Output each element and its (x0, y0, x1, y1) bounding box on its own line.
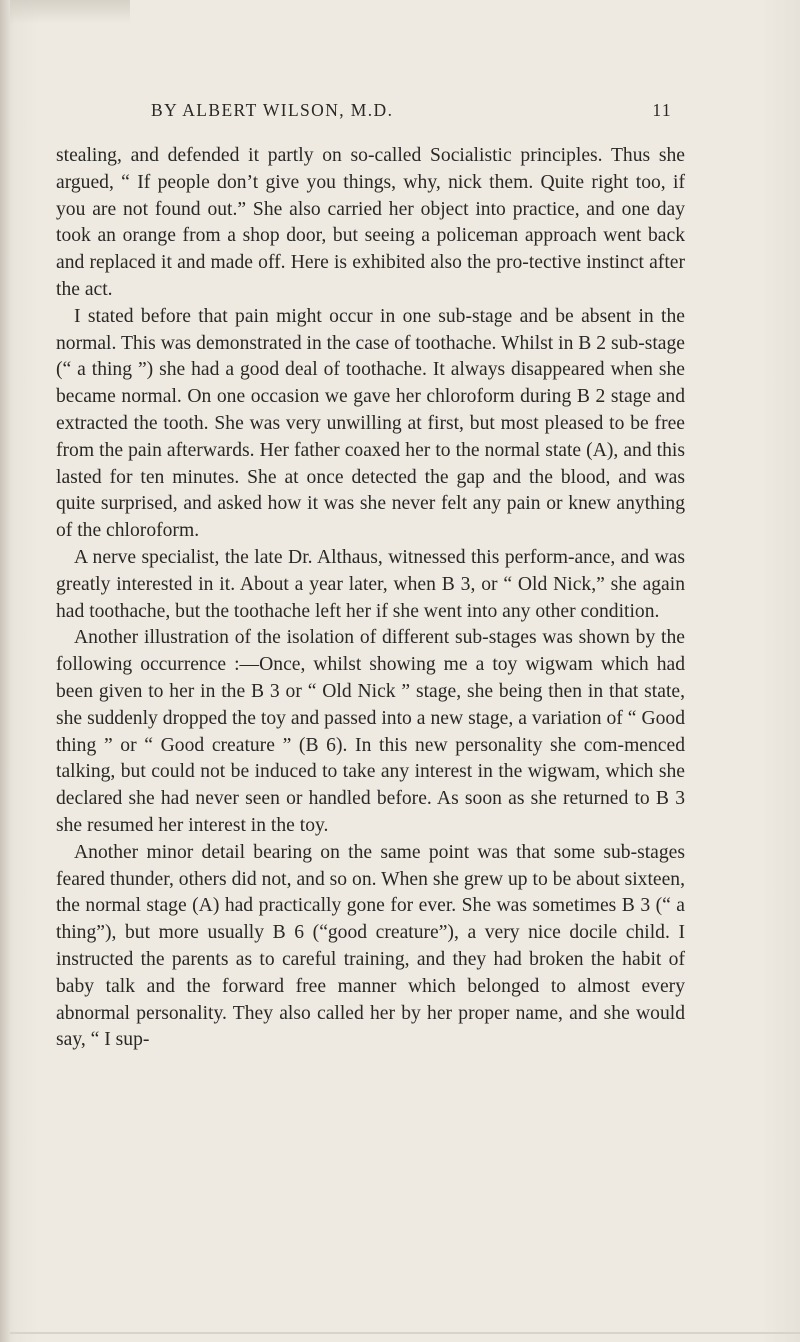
paragraph: I stated before that pain might occur in one sub-stage and be absent in the normal. This was demonstrated in the case of toothache. Whilst in B 2 sub-stage (“ a thing ”) she had a good deal of toothache. It always disappeared when she became normal. On one occasion we gave her chloroform during B 2 stage and extracted the tooth. She was very unwilling at first, but most pleased to be free from the pain afterwards. Her father coaxed her to the normal state (A), and this lasted for ten minutes. She at once detected the gap and the blood, and was quite surprised, and asked how it was she never felt any pain or knew anything of the chloroform. (56, 305, 685, 542)
paragraph: Another illustration of the isolation of different sub-stages was shown by the following occurrence :—Once, whilst showing me a toy wigwam which had been given to her in the B 3 or “ Old Nick ” stage, she being then in that state, she suddenly dropped the toy and passed into a new stage, a variation of “ Good thing ” or “ Good creature ” (B 6). In this new personality she com-menced talking, but could not be induced to take any interest in the wigwam, which she declared she had never seen or handled before. As soon as she returned to B 3 she resumed her interest in the toy. (56, 627, 685, 836)
running-title: BY ALBERT WILSON, M.D. (151, 100, 394, 120)
paragraph: stealing, and defended it partly on so-called Socialistic principles. Thus she argued, “ If people don’t give you things, why, nick them. Quite right too, if you are not found out.” She also carried her object into practice, and one day took an orange from a shop door, but seeing a policeman approach went back and replaced it and made off. Here is exhibited also the pro-tective instinct after the act. (56, 145, 685, 300)
body-text (56, 143, 685, 1054)
page-number: 11 (652, 100, 672, 120)
running-header (151, 100, 672, 126)
page-binding-edge (0, 0, 10, 1342)
page-corner-shadow (10, 0, 130, 24)
page-bottom-edge (10, 1332, 800, 1334)
paragraph: Another minor detail bearing on the same point was that some sub-stages feared thunder, others did not, and so on. When she grew up to be about sixteen, the normal stage (A) had practically gone for ever. She was sometimes B 3 (“ a thing”), but more usually B 6 (“good creature”), a very nice docile child. I instructed the parents as to careful training, and they had broken the habit of baby talk and the forward free manner which belonged to almost every abnormal personality. They also called her by her proper name, and she would say, “ I sup- (56, 841, 685, 1051)
paragraph: A nerve specialist, the late Dr. Althaus, witnessed this perform-ance, and was greatly interested in it. About a year later, when B 3, or “ Old Nick,” she again had toothache, but the toothache left her if she went into any other condition. (56, 546, 685, 622)
